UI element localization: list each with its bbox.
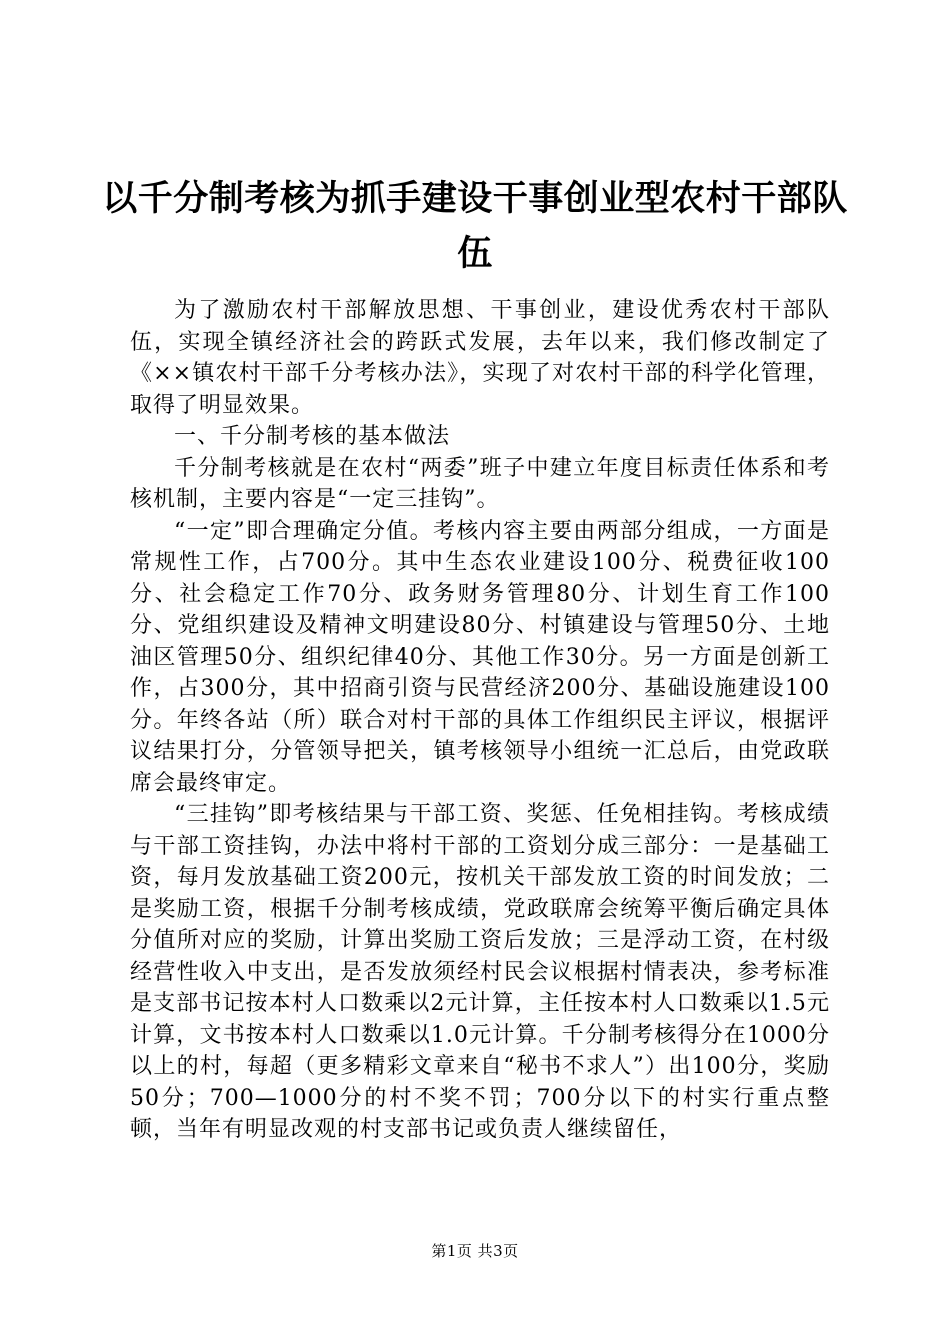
body-paragraph: “三挂钩”即考核结果与干部工资、奖惩、任免相挂钩。考核成绩与干部工资挂钩，办法中将村干部的工资划分成三部分：一是基础工资，每月发放基础工资200元，按机关干部发放工资的时间发放；二是奖励工资，根据千分制考核成绩，党政联席会统筹平衡后确定具体分值所对应的奖励，计算出奖励工资后发放；三是浮动工资，在村级经营性收入中支出，是否发放须经村民会议根据村情表决，参考标准是支部书记按本村人口数乘以2元计算，主任按本村人口数乘以1.5元计算，文书按本村人口数乘以1.0元计算。千分制考核得分在1000分以上的村，每超（更多精彩文章来自“秘书不求人”）出100分，奖励50分；700—1000分的村不奖不罚；700分以下的村实行重点整顿，当年有明显改观的村支部书记或负责人继续留任， — [130, 802, 830, 1142]
intro-paragraph: 为了激励农村干部解放思想、干事创业，建设优秀农村干部队伍，实现全镇经济社会的跨跃式发展，去年以来，我们修改制定了《××镇农村干部千分考核办法》，实现了对农村干部的科学化管理，取得了明显效果。 — [130, 298, 830, 418]
page-footer: 第1页 共3页 — [431, 1242, 519, 1260]
body-paragraph: 千分制考核就是在农村“两委”班子中建立年度目标责任体系和考核机制，主要内容是“一定三挂钩”。 — [130, 455, 830, 512]
body-paragraph: “一定”即合理确定分值。考核内容主要由两部分组成，一方面是常规性工作，占700分。其中生态农业建设100分、税费征收100分、社会稳定工作70分、政务财务管理80分、计划生育工作100分、党组织建设及精神文明建设80分、村镇建设与管理50分、土地油区管理50分、组织纪律40分、其他工作30分。另一方面是创新工作，占300分，其中招商引资与民营经济200分、基础设施建设100分。年终各站（所）联合对村干部的具体工作组织民主评议，根据评议结果打分，分管领导把关，镇考核领导小组统一汇总后，由党政联席会最终审定。 — [130, 518, 831, 796]
section-heading: 一、千分制考核的基本做法 — [174, 424, 451, 449]
document-title: 以千分制考核为抓手建设干事创业型农村干部队伍 — [102, 179, 848, 274]
document-body — [130, 295, 830, 1146]
